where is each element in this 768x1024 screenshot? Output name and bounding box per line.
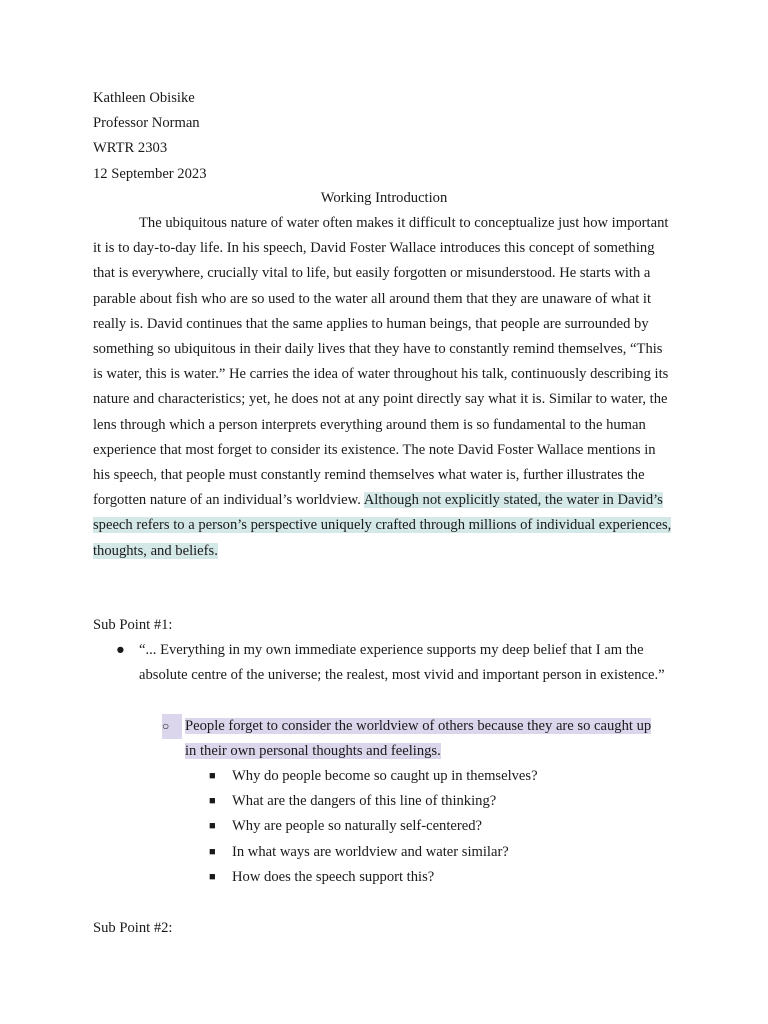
course-code: WRTR 2303 [93, 140, 168, 157]
square-bullet-icon: ■ [209, 820, 216, 832]
hollow-circle-bullet-icon: ○ [162, 714, 182, 739]
document-date: 12 September 2023 [93, 165, 207, 182]
claim-highlight: People forget to consider the worldview of others because they are so caught up in their own personal thoughts and feelings. [185, 718, 652, 760]
filled-circle-bullet-icon: ● [116, 642, 125, 658]
square-bullet-icon: ■ [209, 846, 216, 858]
square-bullet-icon: ■ [209, 795, 216, 807]
sub-point-2-label: Sub Point #2: [93, 920, 173, 936]
thesis-highlight: Although not explicitly stated, the water in David’s speech refers to a person’s perspective uniquely crafted through millions of individual experiences, thoughts, and beliefs. [93, 492, 672, 559]
question-text: What are the dangers of this line of thinking? [232, 793, 497, 809]
intro-paragraph [93, 211, 673, 564]
claim-text [185, 714, 662, 764]
sub-point-1-label: Sub Point #1: [93, 617, 173, 633]
question-text: In what ways are worldview and water similar? [232, 844, 509, 860]
intro-text: The ubiquitous nature of water often makes it difficult to conceptualize just how important it is to day-to-day life. In his speech, David Foster Wallace introduces this concept of something that is everywhere, crucially vital to life, but easily forgotten or misunderstood. He starts with a parable about fish who are so used to the water all around them that they are unaware of what it really is. David continues that the same applies to human beings, that people are surrounded by something so ubiquitous in their daily lives that they have to constantly remind themselves, “This is water, this is water.” He carries the idea of water throughout his talk, continuously describing its nature and characteristics; yet, he does not at any point directly say what it is. Similar to water, the lens through which a person interprets everything around them is so fundamental to the human experience that most forget to consider its existence. The note David Foster Wallace mentions in his speech, that people must constantly remind themselves what water is, further illustrates the forgotten nature of an individual’s worldview. [93, 215, 669, 509]
square-bullet-icon: ■ [209, 770, 216, 782]
question-text: Why do people become so caught up in themselves? [232, 768, 538, 784]
square-bullet-icon: ■ [209, 871, 216, 883]
speech-quote: “... Everything in my own immediate experience supports my deep belief that I am the absolute centre of the universe; the realest, most vivid and important person in existence.” [139, 642, 665, 684]
question-text: Why are people so naturally self-centered? [232, 818, 482, 834]
question-text: How does the speech support this? [232, 869, 435, 885]
document-title: Working Introduction [320, 190, 448, 206]
professor-name: Professor Norman [93, 115, 200, 132]
author-name: Kathleen Obisike [93, 90, 195, 106]
mla-heading [93, 86, 207, 187]
